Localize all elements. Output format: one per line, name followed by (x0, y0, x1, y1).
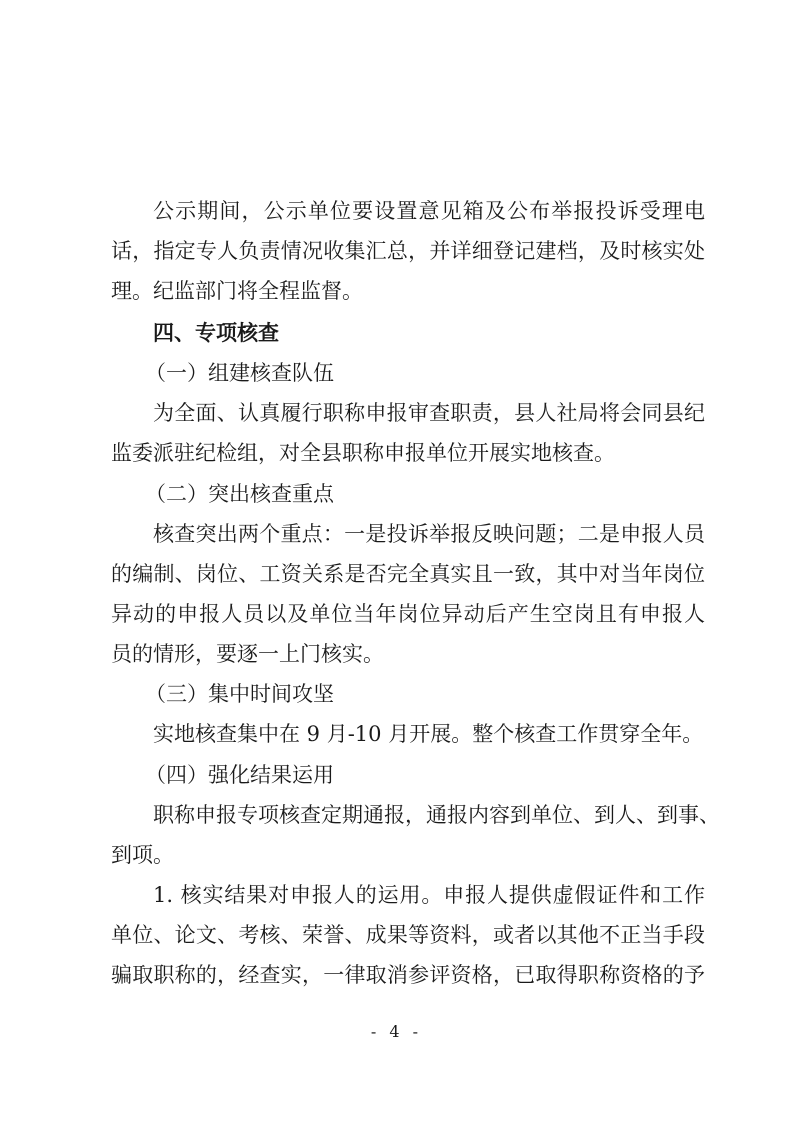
sub1-line-2: 监委派驻纪检组，对全县职称申报单位开展实地核查。 (111, 441, 615, 465)
sub2-line-4: 员的情形，要逐一上门核实。 (111, 642, 384, 666)
para1-line-1: 公示期间，公示单位要设置意见箱及公布举报投诉受理电 (153, 199, 705, 223)
subheading-3: （三）集中时间攻坚 (145, 682, 334, 706)
item1-line-2: 单位、论文、考核、荣誉、成果等资料，或者以其他不正当手段 (111, 923, 705, 947)
page-number: - 4 - (370, 1022, 423, 1041)
subheading-2: （二）突出核查重点 (145, 482, 334, 506)
section-heading-4: 四、专项核查 (153, 321, 279, 345)
sub3-line-1: 实地核查集中在 9 月-10 月开展。整个核查工作贯穿全年。 (153, 722, 704, 746)
item1-line-1: 1. 核实结果对申报人的运用。申报人提供虚假证件和工作 (153, 883, 705, 907)
subheading-1: （一）组建核查队伍 (145, 361, 334, 385)
sub2-line-3: 异动的申报人员以及单位当年岗位异动后产生空岗且有申报人 (111, 602, 705, 626)
subheading-4: （四）强化结果运用 (145, 763, 334, 787)
para1-line-2: 话，指定专人负责情况收集汇总，并详细登记建档，及时核实处 (111, 239, 705, 263)
sub2-line-2: 的编制、岗位、工资关系是否完全真实且一致，其中对当年岗位 (111, 562, 705, 586)
sub4-line-2: 到项。 (111, 843, 174, 867)
item1-line-3: 骗取职称的，经查实，一律取消参评资格，已取得职称资格的予 (111, 963, 705, 987)
sub4-line-1: 职称申报专项核查定期通报，通报内容到单位、到人、到事、 (153, 803, 720, 827)
sub2-line-1: 核查突出两个重点：一是投诉举报反映问题；二是申报人员 (153, 522, 705, 546)
para1-line-3: 理。纪监部门将全程监督。 (111, 279, 363, 303)
sub1-line-1: 为全面、认真履行职称申报审查职责，县人社局将会同县纪 (153, 401, 705, 425)
